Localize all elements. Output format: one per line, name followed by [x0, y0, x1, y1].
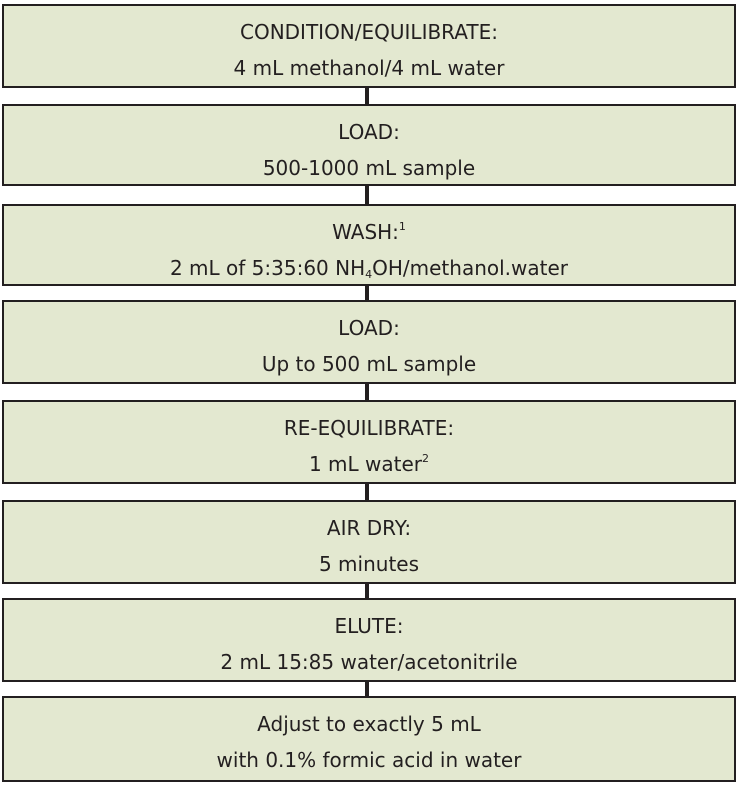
flow-connector — [365, 286, 369, 300]
step-detail: 1 mL water$^2$ — [308, 452, 430, 476]
step-wash — [2, 204, 736, 286]
step-title: ELUTE: — [334, 614, 404, 638]
step-detail: 5 minutes — [318, 552, 420, 576]
step-air-dry — [2, 500, 736, 584]
step-elute — [2, 598, 736, 682]
step-detail: 4 mL methanol/4 mL water — [233, 56, 505, 80]
step-title: CONDITION/EQUILIBRATE: — [239, 20, 498, 44]
step-title: LOAD: — [338, 120, 400, 144]
flow-connector — [365, 682, 369, 696]
flow-connector — [365, 384, 369, 400]
step-load-2 — [2, 300, 736, 384]
footnote-marker: 1 — [398, 220, 406, 233]
step-title: AIR DRY: — [326, 516, 412, 540]
step-title: RE-EQUILIBRATE: — [283, 416, 455, 440]
step-title: WASH:$^1$ — [332, 220, 406, 244]
step-title: Adjust to exactly 5 mL — [257, 712, 481, 736]
flow-connector — [365, 584, 369, 598]
step-detail: with 0.1% formic acid in water — [216, 748, 522, 772]
step-detail: 500-1000 mL sample — [262, 156, 476, 180]
step-title: LOAD: — [338, 316, 400, 340]
step-adjust-volume — [2, 696, 736, 782]
subscript: 4 — [365, 268, 373, 281]
step-detail: Up to 500 mL sample — [261, 352, 477, 376]
flow-connector — [365, 484, 369, 500]
step-re-equilibrate — [2, 400, 736, 484]
flow-connector — [365, 186, 369, 204]
step-detail: 2 mL of 5:35:60 $NH_4OH/methanol.water$ — [169, 256, 569, 281]
step-condition-equilibrate — [2, 4, 736, 88]
step-load-1 — [2, 104, 736, 186]
footnote-marker: 2 — [422, 452, 430, 465]
step-detail: 2 mL 15:85 water/acetonitrile — [220, 650, 518, 674]
flow-connector — [365, 88, 369, 104]
